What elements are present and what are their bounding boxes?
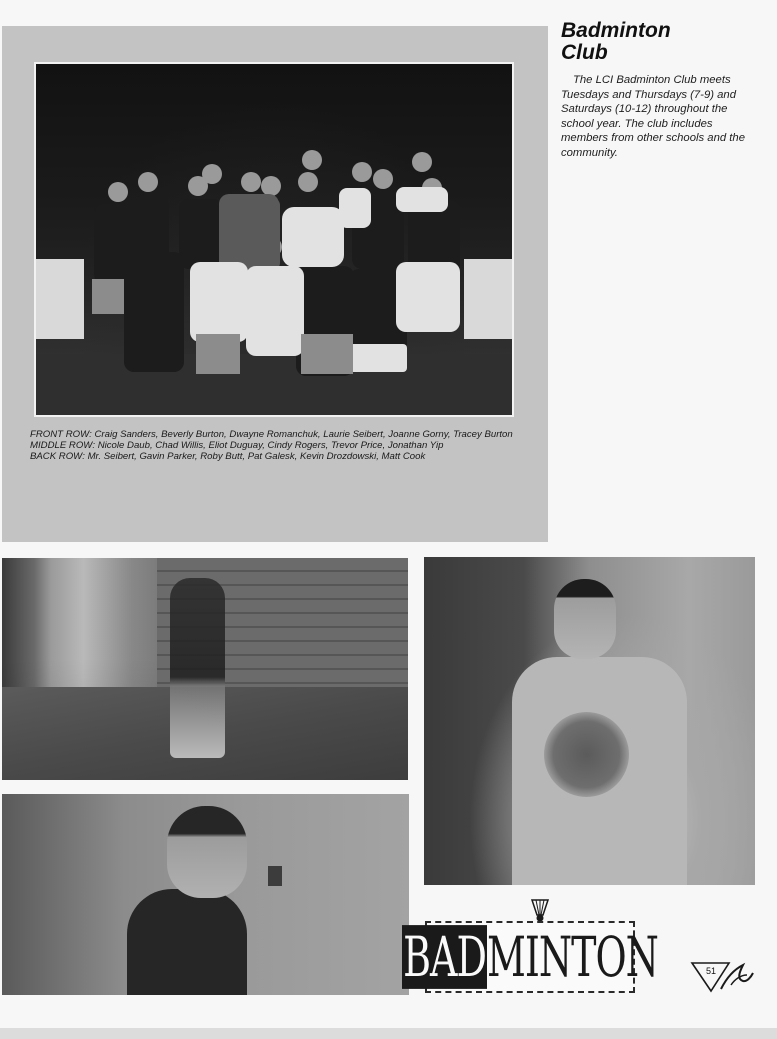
page-title <box>561 20 761 64</box>
shirt-graphic <box>544 712 629 797</box>
wordmark-inverted: BAD <box>403 925 486 989</box>
wall-switch <box>268 866 282 886</box>
teacher-head <box>554 579 616 659</box>
player-head <box>167 806 247 898</box>
caption-back-row: BACK ROW: Mr. Seibert, Gavin Parker, Roby Butt, Pat Galesk, Kevin Drozdowski, Matt Cook <box>30 451 426 463</box>
badminton-logo <box>403 921 658 993</box>
group-photo-caption <box>30 429 525 463</box>
title-line-2: Club <box>561 41 608 64</box>
group-photo <box>34 62 514 417</box>
intro-paragraph: The LCI Badminton Club meets Tuesdays and Thursdays (7-9) and Saturdays (10-12) throughout the school year. The club includes members from other schools and the community. <box>561 74 745 159</box>
player-shirt <box>127 889 247 995</box>
caption-middle-row: MIDDLE ROW: Nicole Daub, Chad Willis, Eliot Duguay, Cindy Rogers, Trevor Price, Jonathan Yip <box>30 440 444 452</box>
page-badge-icon <box>691 961 755 993</box>
teacher-photo <box>424 557 755 885</box>
wordmark-plain: MINTON <box>486 925 658 989</box>
player-figure <box>170 578 225 758</box>
page-edge <box>0 1028 777 1039</box>
shuttlecock-icon <box>529 898 551 923</box>
page-number: 51 <box>706 966 717 976</box>
badminton-wordmark <box>402 925 658 989</box>
caption-front-row: FRONT ROW: Craig Sanders, Beverly Burton, Dwayne Romanchuk, Laurie Seibert, Joanne Gorny, Tracey Burton <box>30 429 513 440</box>
gym-action-photo <box>2 558 408 780</box>
title-line-1: Badminton <box>561 19 671 42</box>
player-closeup-photo <box>2 794 409 995</box>
group-photo-figures <box>36 64 512 415</box>
